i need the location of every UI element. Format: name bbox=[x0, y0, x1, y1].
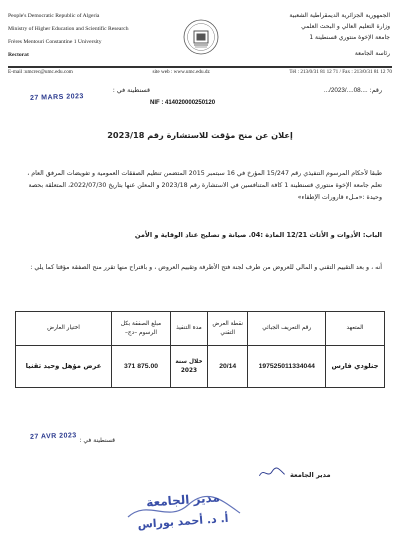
footer-date-stamp: 27 AVR 2023 bbox=[29, 432, 77, 441]
cell-tech-score: 20/14 bbox=[207, 346, 248, 388]
reference-number-label: رقم: bbox=[369, 87, 382, 94]
reference-number-value: .../2023/....08.... bbox=[323, 87, 368, 94]
signature-title: مدير الجامعة bbox=[290, 471, 331, 479]
cell-bidder: جنلودي فارس bbox=[325, 346, 384, 388]
footer-place-date-label: قسنطينة في : bbox=[79, 437, 115, 444]
header-left-line: Rectorat bbox=[8, 52, 29, 58]
signature-stamp bbox=[118, 490, 248, 548]
signature-stamp-line: مدير الجامعة bbox=[145, 490, 221, 510]
header-cell-duration: مدة التنفيذ bbox=[171, 312, 208, 346]
header-right-block bbox=[240, 12, 390, 61]
cell-tax-id: 197525011334044 bbox=[248, 346, 325, 388]
header-right-line: جامعة الإخوة منتوري قسنطينة 1 bbox=[309, 34, 390, 42]
header-left-line: Ministry of Higher Education and Scientific Research bbox=[8, 26, 129, 32]
header-left-line: People's Democratic Republic of Algeria bbox=[8, 13, 100, 19]
header-right-line: رئاسة الجامعة bbox=[354, 49, 390, 57]
nif-number: NIF : 414020000250120 bbox=[150, 100, 216, 106]
cell-amount: 371 875.00 bbox=[111, 346, 170, 388]
reference-number bbox=[324, 87, 382, 94]
contact-phone-fax: Tél : 213/0/31 81 12 71 / Fax : 213/0/31 81 12 70 bbox=[289, 68, 392, 75]
cell-duration: خلال سنة 2023 bbox=[171, 346, 208, 388]
header-cell-tax-id: رقم التعريف الجبائي bbox=[248, 312, 325, 346]
header-cell-bidder: المتعهد bbox=[325, 312, 384, 346]
header-right-line: الجمهورية الجزائرية الديمقراطية الشعبية bbox=[289, 12, 390, 19]
header-cell-tech-score: نقطة العرض التقني bbox=[207, 312, 248, 346]
header-divider bbox=[8, 66, 392, 68]
signature-scribble bbox=[258, 466, 286, 480]
contact-line bbox=[8, 69, 392, 77]
notice-chapter: الباب: الأدوات و الأثاث 12/21 المادة :04. صيانة و تصليح عتاد الوقاية و الأمن bbox=[134, 231, 382, 239]
header-right-line: وزارة التعليم العالي و البحث العلمي bbox=[301, 23, 390, 31]
table-row bbox=[16, 346, 385, 388]
notice-body: طبقا لأحكام المرسوم التنفيذي رقم 15/247 المؤرخ في 16 سبتمبر 2015 المتضمن تنظيم الصفقات العمومية و تفويضات المرفق العام ، تعلم جامعة الإخوة منتوري قسنطينة 1 كافة المتنافسين في الاستشارة رقم 2023/18 و المعلن عنها بتاريخ 2022/07/30، المتعلقة بحصة وحيدة :«مـلء قارورات الإطفاء» bbox=[27, 170, 382, 201]
header-cell-choice: اختيار العارض bbox=[16, 312, 112, 346]
contact-email: E-mail :umcrec@umc.edu.com bbox=[8, 68, 73, 75]
header-cell-amount: مبلغ الصفقة بكل الرسوم –دج– bbox=[111, 312, 170, 346]
cell-choice: عرض مؤهل وحيد تقنيا bbox=[16, 346, 112, 388]
award-table-header-row bbox=[16, 312, 385, 346]
contact-website: site web : www.umc.edu.dz bbox=[152, 68, 210, 75]
reference-date-stamp: 27 MARS 2023 bbox=[29, 93, 84, 102]
notice-title: إعلان عن منح مؤقت للاستشارة رقم 2023/18 bbox=[107, 130, 293, 140]
signature-flourish bbox=[118, 495, 248, 525]
signature-stamp-line: أ. د. أحمد بوراس bbox=[137, 511, 229, 532]
header-left-line: Frères Mentouri Constantine 1 University bbox=[8, 39, 102, 45]
university-logo bbox=[182, 18, 220, 56]
header-left-block bbox=[8, 13, 168, 65]
award-table bbox=[15, 311, 385, 388]
notice-intro: أنه ، و بعد التقييم التقني و المالي للعروض من طرف لجنة فتح الأظرفة وتقييم العروض ، و باقتراح منها تقرر منح الصفقة مؤقتا كما يلي : bbox=[30, 264, 382, 271]
reference-place-date-label: قسنطينة في : bbox=[112, 87, 150, 94]
